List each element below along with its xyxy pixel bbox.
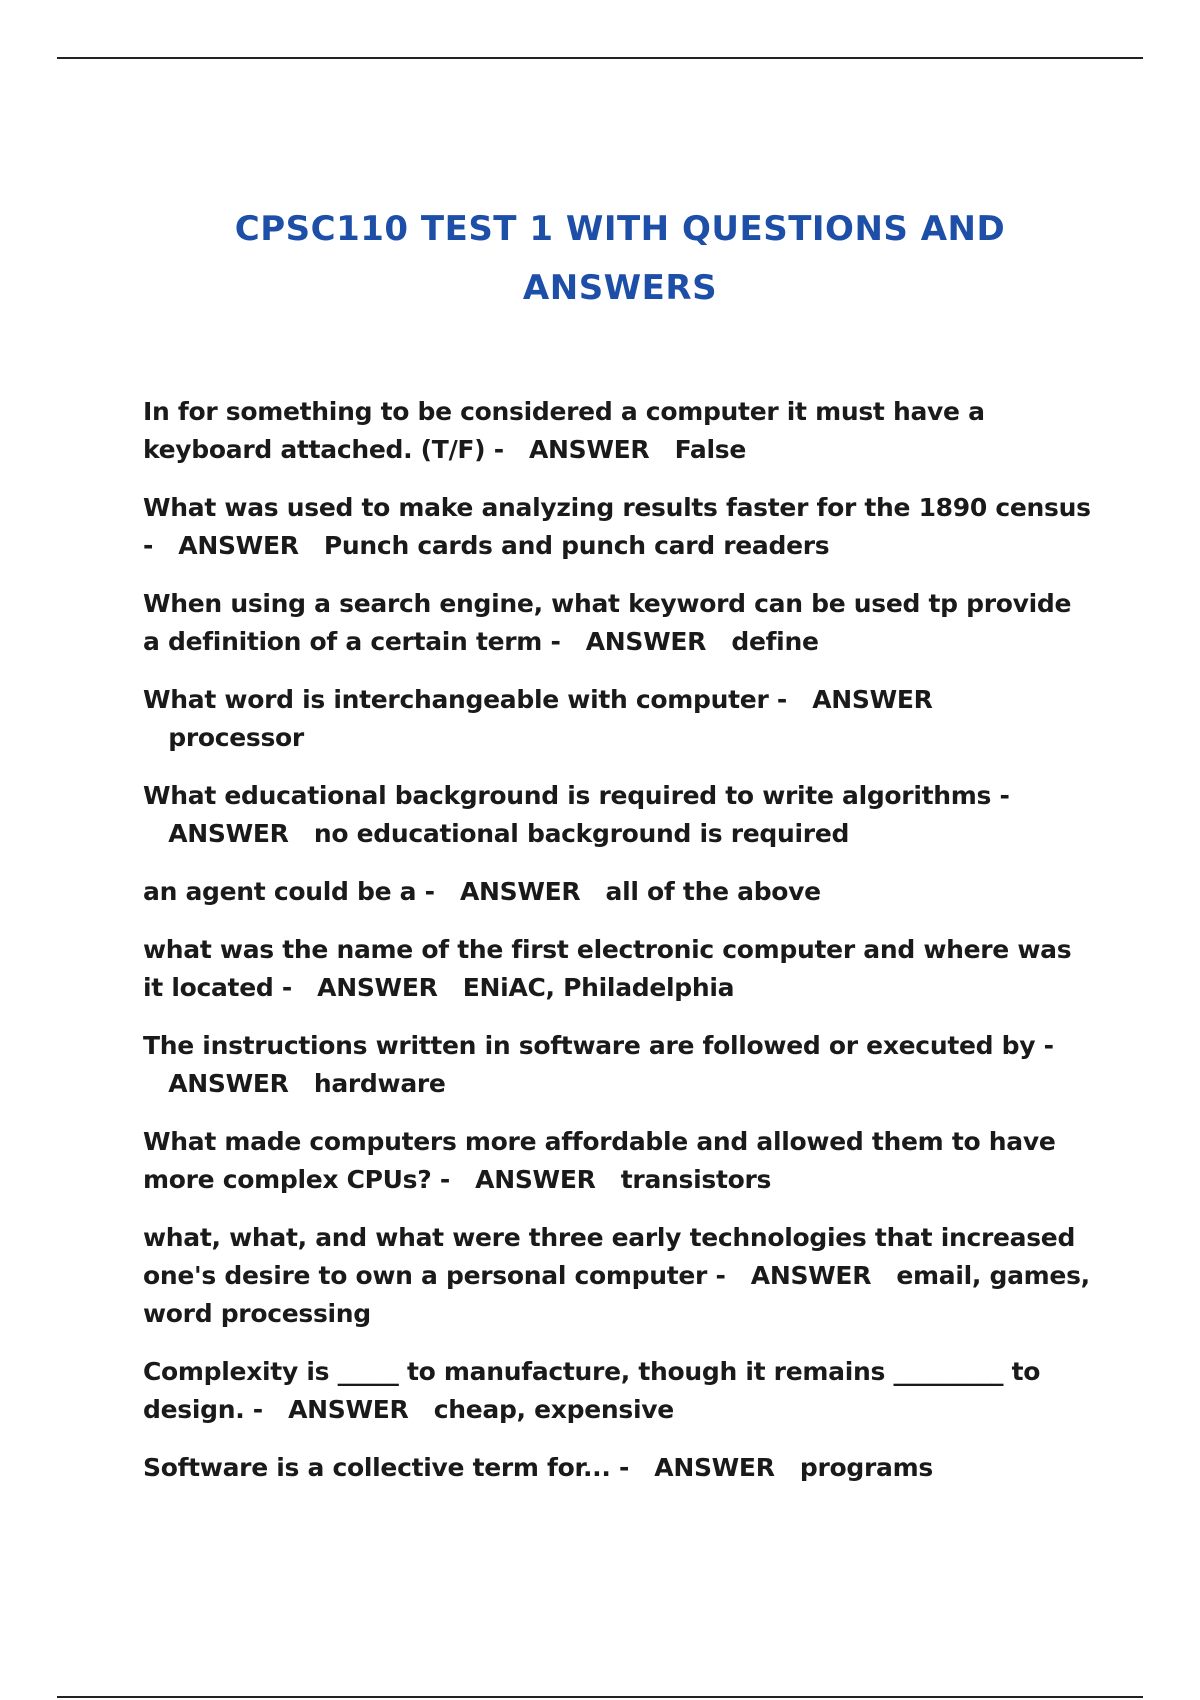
qa-item	[143, 585, 1093, 661]
answer-label: ANSWER	[168, 1069, 289, 1098]
question-text: what was the name of the first electronic computer and where was it located -	[143, 935, 1072, 1002]
answer-text: transistors	[620, 1165, 772, 1194]
top-rule	[57, 57, 1143, 59]
qa-item	[143, 1123, 1093, 1199]
answer-label: ANSWER	[529, 435, 650, 464]
document-title: CPSC110 TEST 1 WITH QUESTIONS AND ANSWERS	[234, 209, 1006, 308]
answer-text: False	[674, 435, 746, 464]
answer-text: Punch cards and punch card readers	[323, 531, 830, 560]
qa-item	[143, 873, 1093, 911]
qa-item	[143, 931, 1093, 1007]
answer-text: email, games, word processing	[143, 1261, 1090, 1328]
answer-text: programs	[799, 1453, 933, 1482]
answer-label: ANSWER	[178, 531, 299, 560]
answer-label: ANSWER	[654, 1453, 775, 1482]
answer-text: cheap, expensive	[433, 1395, 674, 1424]
qa-list	[143, 393, 1093, 1507]
question-text: What was used to make analyzing results faster for the 1890 census -	[143, 493, 1091, 560]
qa-item	[143, 681, 1093, 757]
answer-label: ANSWER	[317, 973, 438, 1002]
answer-text: no educational background is required	[313, 819, 850, 848]
answer-text: define	[731, 627, 819, 656]
question-text: What educational background is required to write algorithms -	[143, 781, 1010, 810]
answer-label: ANSWER	[459, 877, 581, 906]
question-text: an agent could be a -	[143, 877, 435, 906]
qa-item	[143, 393, 1093, 469]
question-text: what, what, and what were three early technologies that increased one's desire to own a personal computer -	[143, 1223, 1076, 1290]
answer-label: ANSWER	[288, 1395, 409, 1424]
question-text: When using a search engine, what keyword can be used tp provide a definition of a certain term -	[143, 589, 1072, 656]
question-text: What made computers more affordable and allowed them to have more complex CPUs? -	[143, 1127, 1056, 1194]
answer-label: ANSWER	[812, 685, 933, 714]
question-text: Complexity is _____ to manufacture, though it remains _________ to design. -	[143, 1357, 1041, 1424]
qa-item	[143, 1353, 1093, 1429]
qa-item	[143, 1027, 1093, 1103]
question-text: The instructions written in software are followed or executed by -	[143, 1031, 1054, 1060]
bottom-rule	[57, 1696, 1143, 1698]
answer-text: processor	[168, 723, 304, 752]
answer-text: all of the above	[605, 877, 821, 906]
qa-item	[143, 489, 1093, 565]
question-text: What word is interchangeable with computer -	[143, 685, 787, 714]
qa-item	[143, 777, 1093, 853]
answer-text: ENiAC, Philadelphia	[462, 973, 735, 1002]
answer-label: ANSWER	[475, 1165, 596, 1194]
answer-label: ANSWER	[750, 1261, 872, 1290]
answer-label: ANSWER	[585, 627, 707, 656]
answer-label: ANSWER	[168, 819, 289, 848]
question-text: In for something to be considered a computer it must have a keyboard attached. (T/F) -	[143, 397, 985, 464]
qa-item	[143, 1219, 1093, 1333]
qa-item	[143, 1449, 1093, 1487]
answer-text: hardware	[313, 1069, 446, 1098]
question-text: Software is a collective term for... -	[143, 1453, 630, 1482]
